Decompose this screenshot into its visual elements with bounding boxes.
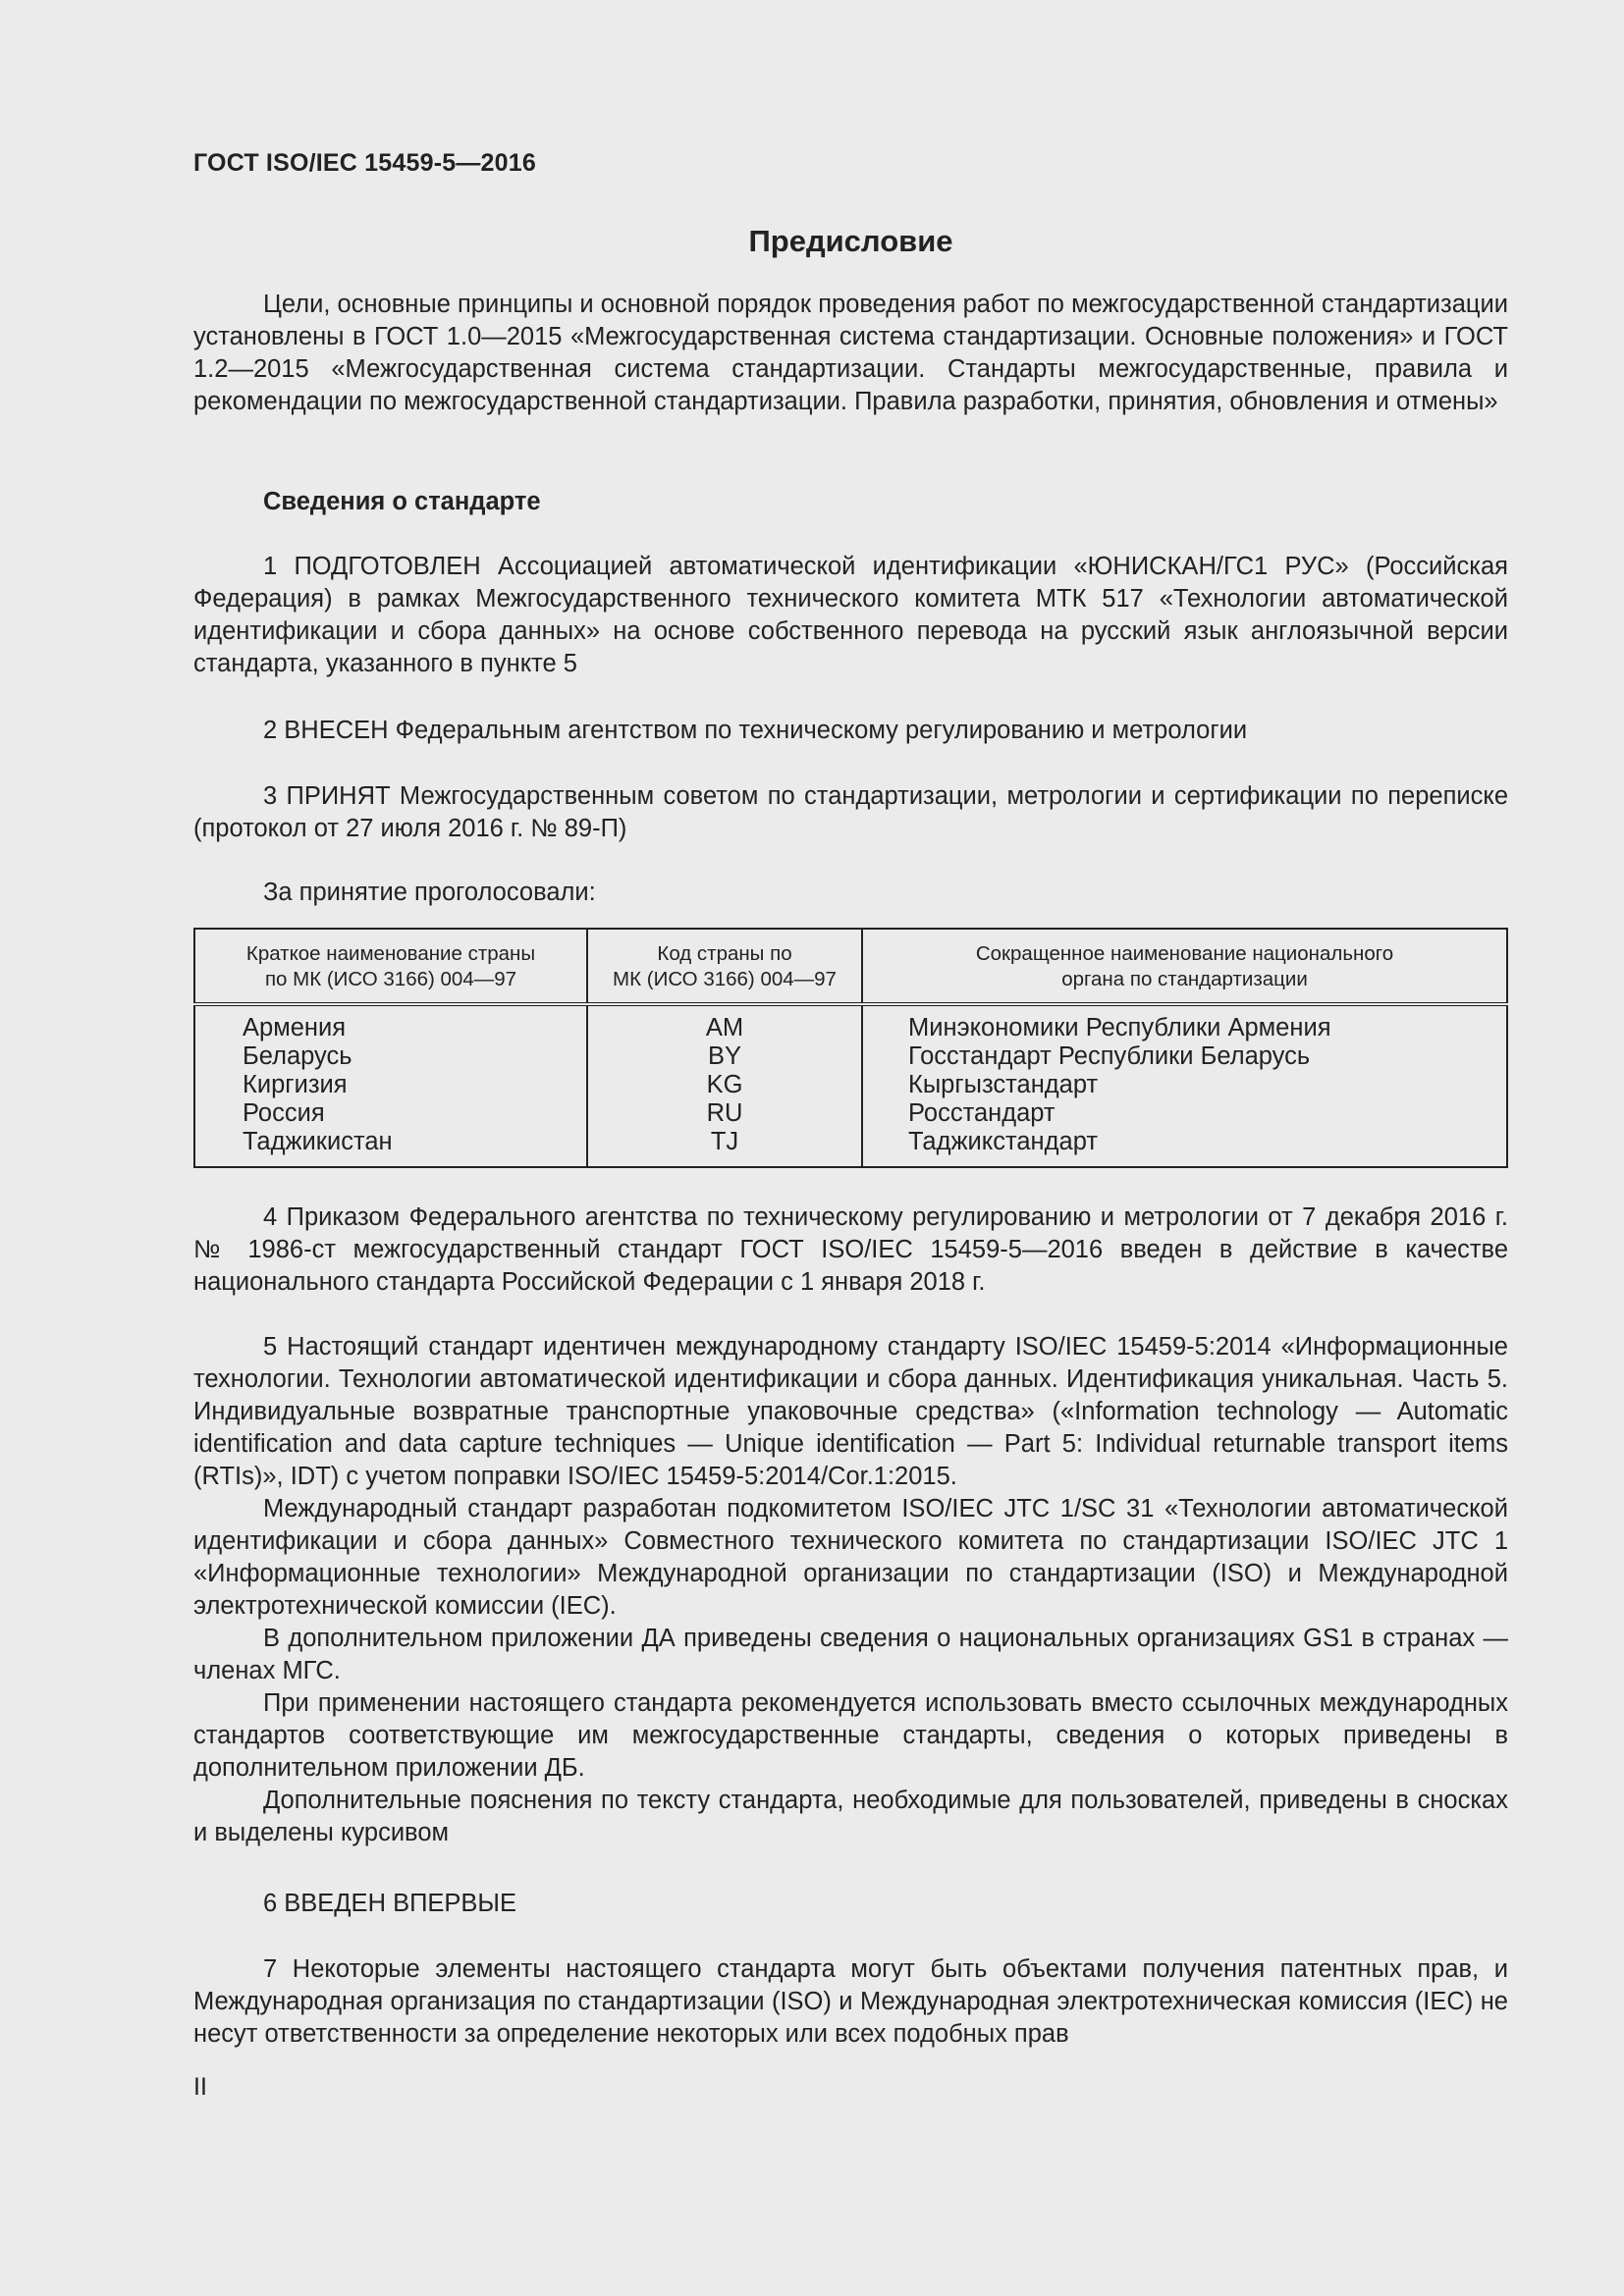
page-number: II (193, 2073, 207, 2101)
country-code: AM (705, 1014, 744, 1041)
country-name: Армения (243, 1014, 347, 1041)
item-6-paragraph: 6 ВВЕДЕН ВПЕРВЫЕ (263, 1890, 517, 1917)
column-header-country: Краткое наименование страны по МК (ИСО 3166) 004—97 (194, 929, 587, 1004)
item-5-paragraph-4: При применении настоящего стандарта рекомендуется использовать вместо ссылочных международных стандартов соответствующие им межгосударственные стандарты, сведения о которых приведены в дополнительном приложении ДБ. (193, 1689, 1508, 1782)
voted-label: За принятие проголосовали: (263, 879, 596, 906)
national-body: Кыргызстандарт (908, 1071, 1099, 1098)
item-7-paragraph: 7 Некоторые элементы настоящего стандарта могут быть объектами получения патентных прав, и Международная организация по стандартизации (ISO) и Международная электротехническая комиссия (IEC) не несут ответственности за определение некоторых или всех подобных прав (193, 1955, 1508, 2048)
body-cell (862, 1004, 1507, 1167)
country-code: KG (706, 1071, 743, 1098)
voting-table (193, 928, 1508, 1168)
item-3-block (193, 780, 1508, 845)
item-2-paragraph: 2 ВНЕСЕН Федеральным агентством по техническому регулированию и метрологии (263, 717, 1248, 744)
section-title: Предисловие (748, 224, 953, 258)
intro-block (193, 289, 1508, 418)
item-5-paragraph-3: В дополнительном приложении ДА приведены сведения о национальных организациях GS1 в странах — членах МГС. (193, 1625, 1508, 1684)
item-4-block (193, 1201, 1508, 1299)
item-5-paragraph-2: Международный стандарт разработан подкомитетом ISO/IEC JTC 1/SC 31 «Технологии автоматической идентификации и сбора данных» Совместного технического комитета по стандартизации ISO/IEC JTC 1 «Информационные технологии» Международной организации по стандартизации (ISO) и Международной электротехнической комиссии (IEC). (193, 1495, 1508, 1620)
country-code: TJ (710, 1128, 739, 1155)
item-7-block (193, 1953, 1508, 2051)
info-heading-block (193, 486, 1508, 518)
national-body: Госстандарт Республики Беларусь (908, 1042, 1311, 1070)
voted-block (193, 877, 1508, 909)
table-header-row (194, 929, 1507, 1004)
country-name: Беларусь (243, 1042, 352, 1070)
item-2-block (193, 715, 1508, 747)
item-4-paragraph: 4 Приказом Федерального агентства по техническому регулированию и метрологии от 7 декабря 2016 г. № 1986-ст межгосударственный стандарт ГОСТ ISO/IEC 15459-5—2016 введен в действие в качестве национального стандарта Российской Федерации с 1 января 2018 г. (193, 1203, 1508, 1296)
national-body: Росстандарт (908, 1099, 1056, 1127)
item-5-paragraph: 5 Настоящий стандарт идентичен международному стандарту ISO/IEC 15459-5:2014 «Информационные технологии. Технологии автоматической идентификации и сбора данных. Идентификация уникальная. Часть 5. Индивидуальные возвратные транспортные упаковочные средства» («Information technology — Automatic identification and data capture techniques — Unique identification — Part 5: Individual returnable transport items (RTIs)», IDT) с учетом поправки ISO/IEC 15459-5:2014/Cor.1:2015. (193, 1333, 1508, 1490)
national-body: Минэкономики Республики Армения (908, 1014, 1331, 1041)
item-1-paragraph: 1 ПОДГОТОВЛЕН Ассоциацией автоматической идентификации «ЮНИСКАН/ГС1 РУС» (Российская Федерация) в рамках Межгосударственного технического комитета МТК 517 «Технологии автоматической идентификации и сбора данных» на основе собственного перевода на русский язык англоязычной версии стандарта, указанного в пункте 5 (193, 553, 1508, 677)
info-heading: Сведения о стандарте (263, 488, 541, 515)
table-row (194, 1004, 1507, 1167)
column-header-code: Код страны по МК (ИСО 3166) 004—97 (587, 929, 862, 1004)
item-6-block (193, 1888, 1508, 1920)
country-code: BY (707, 1042, 742, 1070)
item-1-block (193, 551, 1508, 680)
country-name: Киргизия (243, 1071, 348, 1098)
national-body: Таджикстандарт (908, 1128, 1099, 1155)
country-code: RU (706, 1099, 743, 1127)
document-header: ГОСТ ISO/IEC 15459-5—2016 (193, 149, 536, 177)
item-5-block (193, 1331, 1508, 1849)
intro-paragraph: Цели, основные принципы и основной порядок проведения работ по межгосударственной стандартизации установлены в ГОСТ 1.0—2015 «Межгосударственная система стандартизации. Основные положения» и ГОСТ 1.2—2015 «Межгосударственная система стандартизации. Стандарты межгосударственные, правила и рекомендации по межгосударственной стандартизации. Правила разработки, принятия, обновления и отмены» (193, 291, 1508, 415)
country-cell (194, 1004, 587, 1167)
code-cell (587, 1004, 862, 1167)
country-name: Таджикистан (243, 1128, 393, 1155)
item-3-paragraph: 3 ПРИНЯТ Межгосударственным советом по стандартизации, метрологии и сертификации по переписке (протокол от 27 июля 2016 г. № 89-П) (193, 782, 1508, 842)
country-name: Россия (243, 1099, 325, 1127)
item-5-paragraph-5: Дополнительные пояснения по тексту стандарта, необходимые для пользователей, приведены в сносках и выделены курсивом (193, 1787, 1508, 1846)
column-header-body: Сокращенное наименование национального органа по стандартизации (862, 929, 1507, 1004)
